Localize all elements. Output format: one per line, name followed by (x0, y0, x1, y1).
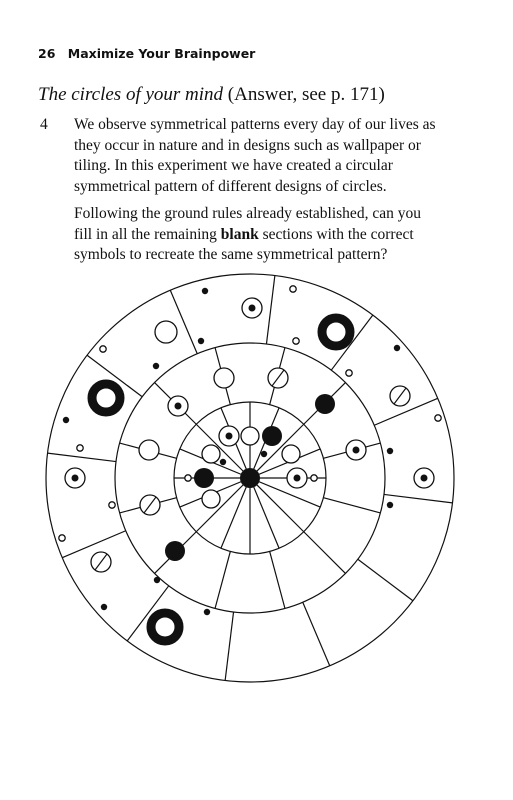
question-line: symbols to recreate the same symmetrical pattern? (74, 246, 388, 263)
black-dot-symbol (154, 577, 160, 583)
intro-line: they occur in nature and in designs such as wallpaper or (74, 136, 421, 154)
center-dot (72, 475, 79, 482)
open-circle-symbol (241, 427, 259, 445)
open-circle-symbol (155, 321, 177, 343)
center-black-dot (240, 468, 260, 488)
thick-ring-symbol (151, 613, 179, 641)
question-text: fill in all the remaining (74, 225, 221, 243)
intro-line: symmetrical pattern of different designs of circles. (74, 177, 387, 195)
segment-divider (270, 551, 285, 608)
segment-divider (358, 559, 413, 601)
segment-divider (303, 602, 330, 666)
segment-divider (304, 532, 346, 574)
black-dot-symbol (262, 426, 282, 446)
open-circle-symbol (139, 440, 159, 460)
black-dot-symbol (63, 417, 69, 423)
segment-divider (48, 453, 116, 461)
black-dot-symbol (261, 451, 267, 457)
page-number: 26 (38, 46, 56, 61)
question-line: Following the ground rules already established, can you (74, 205, 421, 222)
black-dot-symbol (202, 288, 208, 294)
question-text: sections with the correct (258, 225, 414, 243)
black-dot-symbol (153, 363, 159, 369)
question-number: 4 (40, 116, 48, 133)
small-open-circle-symbol (293, 338, 299, 344)
thick-ring-symbol (92, 384, 120, 412)
black-dot-symbol (315, 394, 335, 414)
answer-reference: (Answer, see p. 171) (227, 84, 385, 105)
open-circle-symbol (282, 445, 300, 463)
intro-line: tiling. In this experiment we have created a circular (74, 157, 393, 174)
segment-divider (225, 612, 233, 680)
emphasis-blank: blank (220, 225, 259, 243)
thick-ring-symbol (322, 318, 350, 346)
segment-divider (170, 290, 197, 354)
center-dot (226, 433, 233, 440)
center-dot (294, 475, 301, 482)
small-open-circle-symbol (100, 346, 106, 352)
small-open-circle-symbol (311, 475, 317, 481)
open-circle-symbol (202, 490, 220, 508)
center-dot (421, 475, 428, 482)
small-open-circle-symbol (77, 445, 83, 451)
running-title: Maximize Your Brainpower (67, 46, 256, 61)
small-open-circle-symbol (185, 475, 191, 481)
black-dot-symbol (387, 502, 393, 508)
black-dot-symbol (101, 604, 107, 610)
small-open-circle-symbol (435, 415, 441, 421)
intro-line: We observe symmetrical patterns every day of our lives as (74, 116, 436, 133)
segment-divider (62, 531, 126, 558)
puzzle-title-text: The circles of your mind (38, 84, 224, 105)
black-dot-symbol (194, 468, 214, 488)
segment-divider (266, 276, 274, 344)
black-dot-symbol (220, 459, 226, 465)
small-open-circle-symbol (290, 286, 296, 292)
black-dot-symbol (198, 338, 204, 344)
small-open-circle-symbol (346, 370, 352, 376)
center-dot (249, 305, 256, 312)
center-dot (353, 447, 360, 454)
open-circle-symbol (214, 368, 234, 388)
black-dot-symbol (204, 609, 210, 615)
small-open-circle-symbol (109, 502, 115, 508)
open-circle-symbol (202, 445, 220, 463)
small-open-circle-symbol (59, 535, 65, 541)
black-dot-symbol (165, 541, 185, 561)
segment-divider (323, 498, 380, 513)
segment-divider (384, 494, 452, 502)
center-dot (175, 403, 182, 410)
black-dot-symbol (394, 345, 400, 351)
segment-divider (215, 551, 230, 608)
black-dot-symbol (387, 448, 393, 454)
